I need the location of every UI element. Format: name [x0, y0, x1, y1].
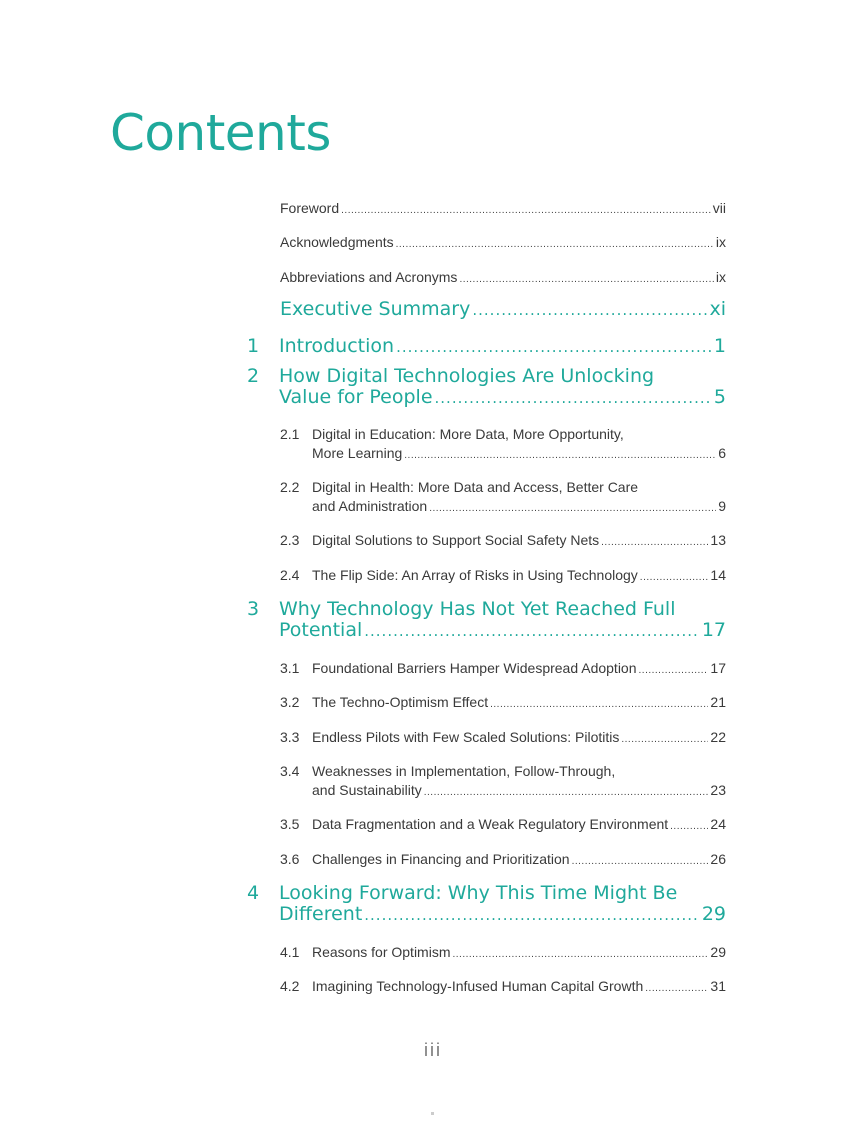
page-title: Contents: [110, 104, 331, 162]
section-leader: [640, 568, 709, 587]
section-title: [312, 425, 726, 465]
section-line: [312, 444, 726, 465]
chapter-page: 29: [701, 903, 726, 925]
chapter-title: [279, 883, 726, 926]
section-title: [312, 659, 726, 680]
chapter-title: [279, 336, 726, 358]
chapter-number: 1: [247, 335, 260, 357]
chapter-label: Potential: [279, 619, 363, 641]
section-number: 4.1: [280, 944, 300, 960]
section-title: [312, 693, 726, 714]
section-number: 2.4: [280, 567, 300, 583]
section-leader: [639, 661, 709, 680]
section-label: Foundational Barriers Hamper Widespread Adoption: [312, 660, 637, 676]
section-title: [312, 815, 726, 836]
section-title: [312, 728, 726, 749]
front-matter-page: ix: [715, 269, 726, 285]
section-label: Endless Pilots with Few Scaled Solutions: Pilotitis: [312, 729, 620, 745]
chapter-line: [279, 620, 726, 642]
section-page: 6: [718, 445, 726, 461]
chapter-title-line1: Looking Forward: Why This Time Might Be: [279, 882, 678, 904]
toc-entry-front-matter[interactable]: [280, 234, 726, 250]
chapter-page: 1: [713, 335, 726, 357]
section-number: 3.3: [280, 729, 300, 745]
chapter-leader: [435, 388, 712, 409]
toc-entry-front-matter[interactable]: [280, 269, 726, 285]
section-page: 23: [710, 782, 726, 798]
front-matter-leader: [341, 205, 711, 216]
executive-summary-line: [280, 298, 726, 320]
section-label: and Sustainability: [312, 782, 422, 798]
section-label: Data Fragmentation and a Weak Regulatory Environment: [312, 816, 669, 832]
section-leader: [601, 533, 708, 552]
section-label: Reasons for Optimism: [312, 944, 451, 960]
section-number: 2.1: [280, 426, 300, 442]
section-page: 17: [710, 660, 726, 676]
front-matter-label: Acknowledgments: [280, 234, 394, 250]
front-matter-label: Abbreviations and Acronyms: [280, 269, 458, 285]
chapter-number: 2: [247, 365, 260, 387]
section-number: 3.2: [280, 694, 300, 710]
chapter-title-line1: Why Technology Has Not Yet Reached Full: [279, 598, 676, 620]
section-label: More Learning: [312, 445, 403, 461]
section-page: 26: [710, 851, 726, 867]
section-page: 24: [710, 816, 726, 832]
section-page: 29: [710, 944, 726, 960]
chapter-title: [279, 599, 726, 642]
chapter-label: Introduction: [279, 335, 395, 357]
front-matter-line: [280, 234, 726, 250]
chapter-title: [279, 366, 726, 409]
chapter-line: [279, 904, 726, 926]
section-number: 3.1: [280, 660, 300, 676]
section-label: The Techno-Optimism Effect: [312, 694, 489, 710]
section-title-line1: Digital in Education: More Data, More Opportunity,: [312, 426, 624, 442]
section-line: [312, 781, 726, 802]
chapter-leader: [364, 621, 700, 642]
section-leader: [429, 499, 716, 518]
section-leader: [424, 783, 709, 802]
section-line: [312, 850, 726, 871]
chapter-page: 5: [713, 386, 726, 408]
section-leader: [452, 945, 708, 964]
section-title-line1: Weaknesses in Implementation, Follow-Through,: [312, 763, 616, 779]
section-label: The Flip Side: An Array of Risks in Using Technology: [312, 567, 638, 583]
chapter-label: Value for People: [279, 386, 433, 408]
section-page: 13: [710, 532, 726, 548]
section-number: 3.5: [280, 816, 300, 832]
section-label: and Administration: [312, 498, 428, 514]
front-matter-line: [280, 269, 726, 285]
section-number: 3.4: [280, 763, 300, 779]
section-number: 2.2: [280, 479, 300, 495]
section-title: [312, 478, 726, 518]
section-line: [312, 693, 726, 714]
section-number: 3.6: [280, 851, 300, 867]
executive-summary-label: Executive Summary: [280, 298, 471, 320]
section-line: [312, 497, 726, 518]
section-leader: [670, 817, 708, 836]
section-leader: [621, 730, 708, 749]
section-leader: [404, 446, 716, 465]
section-leader: [645, 979, 708, 998]
executive-summary-page: xi: [709, 298, 726, 320]
section-number: 4.2: [280, 978, 300, 994]
section-title: [312, 762, 726, 802]
section-line: [312, 659, 726, 680]
section-title: [312, 943, 726, 964]
chapter-label: Different: [279, 903, 363, 925]
chapter-leader: [396, 337, 712, 358]
section-page: 9: [718, 498, 726, 514]
section-leader: [572, 852, 709, 871]
section-page: 21: [710, 694, 726, 710]
section-number: 2.3: [280, 532, 300, 548]
section-line: [312, 815, 726, 836]
section-title: [312, 531, 726, 552]
front-matter-line: [280, 200, 726, 216]
section-line: [312, 531, 726, 552]
section-leader: [490, 695, 708, 714]
front-matter-leader: [396, 239, 714, 250]
page-number: iii: [424, 1040, 442, 1060]
section-title: [312, 977, 726, 998]
section-line: [312, 943, 726, 964]
section-line: [312, 977, 726, 998]
front-matter-page: vii: [712, 200, 726, 216]
section-label: Imagining Technology-Infused Human Capital Growth: [312, 978, 644, 994]
section-title: [312, 566, 726, 587]
section-line: [312, 566, 726, 587]
page-speck: [431, 1112, 434, 1115]
executive-summary-leader: [472, 301, 707, 319]
section-label: Challenges in Financing and Prioritization: [312, 851, 570, 867]
chapter-page: 17: [701, 619, 726, 641]
front-matter-label: Foreword: [280, 200, 340, 216]
section-page: 31: [710, 978, 726, 994]
toc-entry-executive-summary[interactable]: [280, 298, 726, 320]
chapter-title-line1: How Digital Technologies Are Unlocking: [279, 365, 655, 387]
front-matter-page: ix: [715, 234, 726, 250]
section-title: [312, 850, 726, 871]
chapter-number: 4: [247, 882, 260, 904]
section-label: Digital Solutions to Support Social Safety Nets: [312, 532, 600, 548]
section-page: 22: [710, 729, 726, 745]
section-line: [312, 728, 726, 749]
section-page: 14: [710, 567, 726, 583]
chapter-leader: [364, 905, 700, 926]
chapter-line: [279, 387, 726, 409]
toc-entry-front-matter[interactable]: [280, 200, 726, 216]
front-matter-leader: [459, 274, 713, 285]
chapter-number: 3: [247, 598, 260, 620]
chapter-line: [279, 336, 726, 358]
section-title-line1: Digital in Health: More Data and Access, Better Care: [312, 479, 639, 495]
